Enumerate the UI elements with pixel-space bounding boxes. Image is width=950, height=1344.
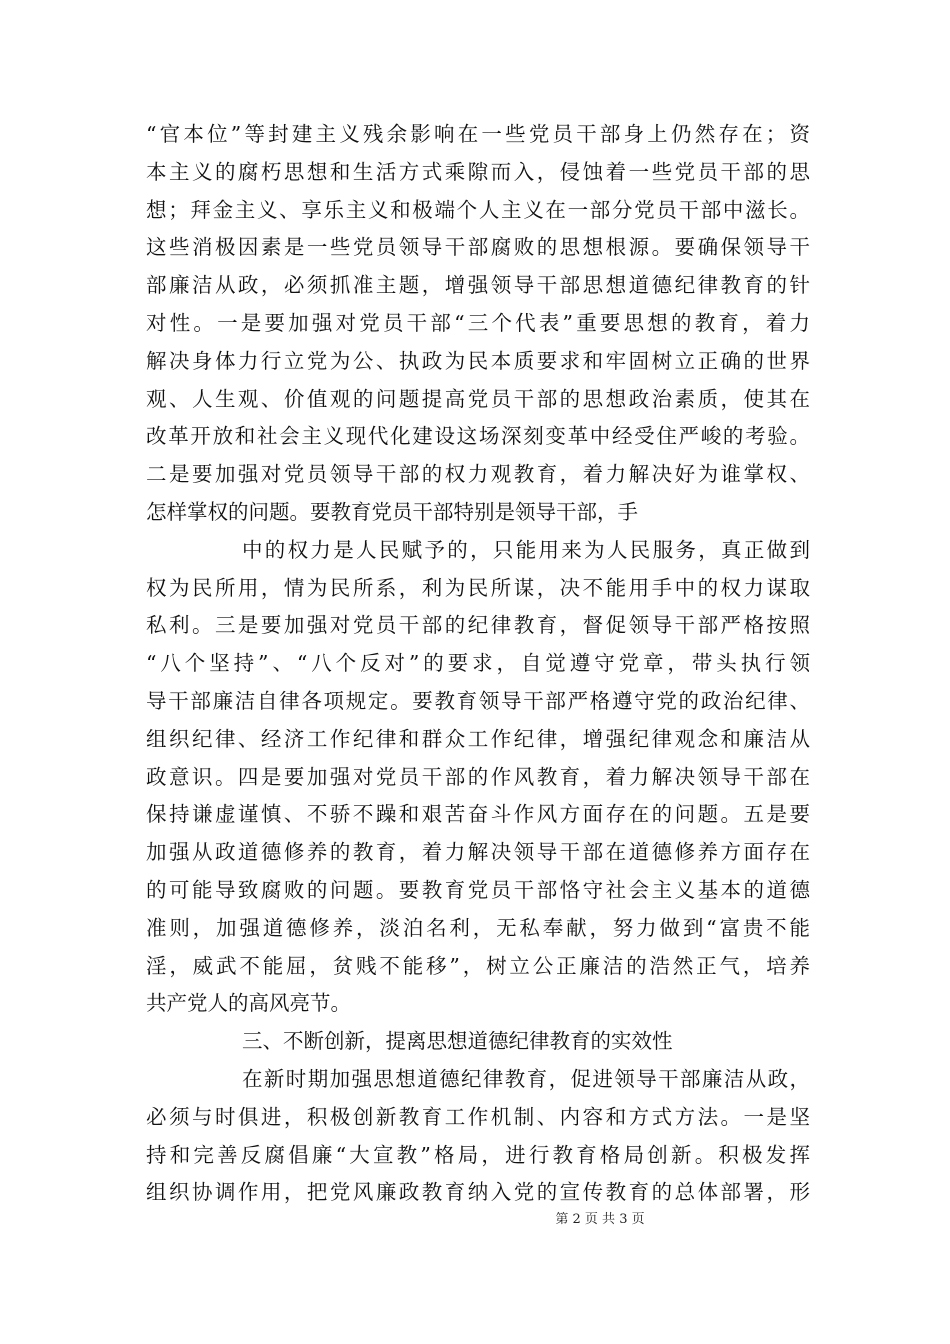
text-line: 淫，威武不能屈，贫贱不能移”，树立公正廉洁的浩然正气，培养: [146, 953, 810, 978]
text-line: 在新时期加强思想道德纪律教育，促进领导干部廉洁从政，: [242, 1066, 810, 1091]
text-line: 导干部廉洁自律各项规定。要教育领导干部严格遵守党的政治纪律、: [146, 688, 810, 713]
text-line: 组织协调作用，把党风廉政教育纳入党的宣传教育的总体部署，形: [146, 1180, 810, 1205]
text-line: 二是要加强对党员领导干部的权力观教育，着力解决好为谁掌权、: [146, 462, 810, 487]
text-line: 必须与时俱进，积极创新教育工作机制、内容和方式方法。一是坚: [146, 1104, 810, 1129]
text-line: 组织纪律、经济工作纪律和群众工作纪律，增强纪律观念和廉洁从: [146, 726, 810, 751]
text-line: 这些消极因素是一些党员领导干部腐败的思想根源。要确保领导干: [146, 235, 810, 260]
text-line: 解决身体力行立党为公、执政为民本质要求和牢固树立正确的世界: [146, 348, 810, 373]
text-line: 想；拜金主义、享乐主义和极端个人主义在一部分党员干部中滋长。: [146, 197, 810, 222]
text-line: “官本位”等封建主义残余影响在一些党员干部身上仍然存在；资: [146, 122, 810, 146]
text-line: 部廉洁从政，必须抓准主题，增强领导干部思想道德纪律教育的针: [146, 273, 810, 298]
text-line: 保持谦虚谨慎、不骄不躁和艰苦奋斗作风方面存在的问题。五是要: [146, 802, 810, 827]
text-line: 加强从政道德修养的教育，着力解决领导干部在道德修养方面存在: [146, 840, 810, 865]
text-line: 权为民所用，情为民所系，利为民所谋，决不能用手中的权力谋取: [146, 575, 810, 600]
text-line: 的可能导致腐败的问题。要教育党员干部恪守社会主义基本的道德: [146, 877, 810, 902]
text-line: 本主义的腐朽思想和生活方式乘隙而入，侵蚀着一些党员干部的思: [146, 159, 810, 184]
text-line: 怎样掌权的问题。要教育党员干部特别是领导干部，手: [146, 499, 638, 524]
text-line: 政意识。四是要加强对党员干部的作风教育，着力解决领导干部在: [146, 764, 810, 789]
text-line: 准则，加强道德修养，淡泊名利，无私奉献，努力做到“富贵不能: [146, 915, 810, 940]
body-text: [146, 116, 810, 1212]
text-line: 私利。三是要加强对党员干部的纪律教育，督促领导干部严格按照: [146, 613, 810, 638]
text-line: 共产党人的高风亮节。: [146, 991, 351, 1016]
text-line: 持和完善反腐倡廉“大宣教”格局，进行教育格局创新。积极发挥: [146, 1142, 810, 1167]
text-line: “八个坚持”、“八个反对”的要求，自觉遵守党章，带头执行领: [146, 651, 810, 676]
text-line: 对性。一是要加强对党员干部“三个代表”重要思想的教育，着力: [146, 310, 810, 335]
page-number: 第 2 页 共 3 页: [555, 1212, 645, 1227]
section-heading: 三、不断创新，提离思想道德纪律教育的实效性: [242, 1029, 673, 1054]
text-line: 中的权力是人民赋予的，只能用来为人民服务，真正做到: [242, 537, 810, 562]
text-line: 观、人生观、价值观的问题提高党员干部的思想政治素质，使其在: [146, 386, 810, 411]
text-line: 改革开放和社会主义现代化建设这场深刻变革中经受住严峻的考验。: [146, 424, 810, 449]
